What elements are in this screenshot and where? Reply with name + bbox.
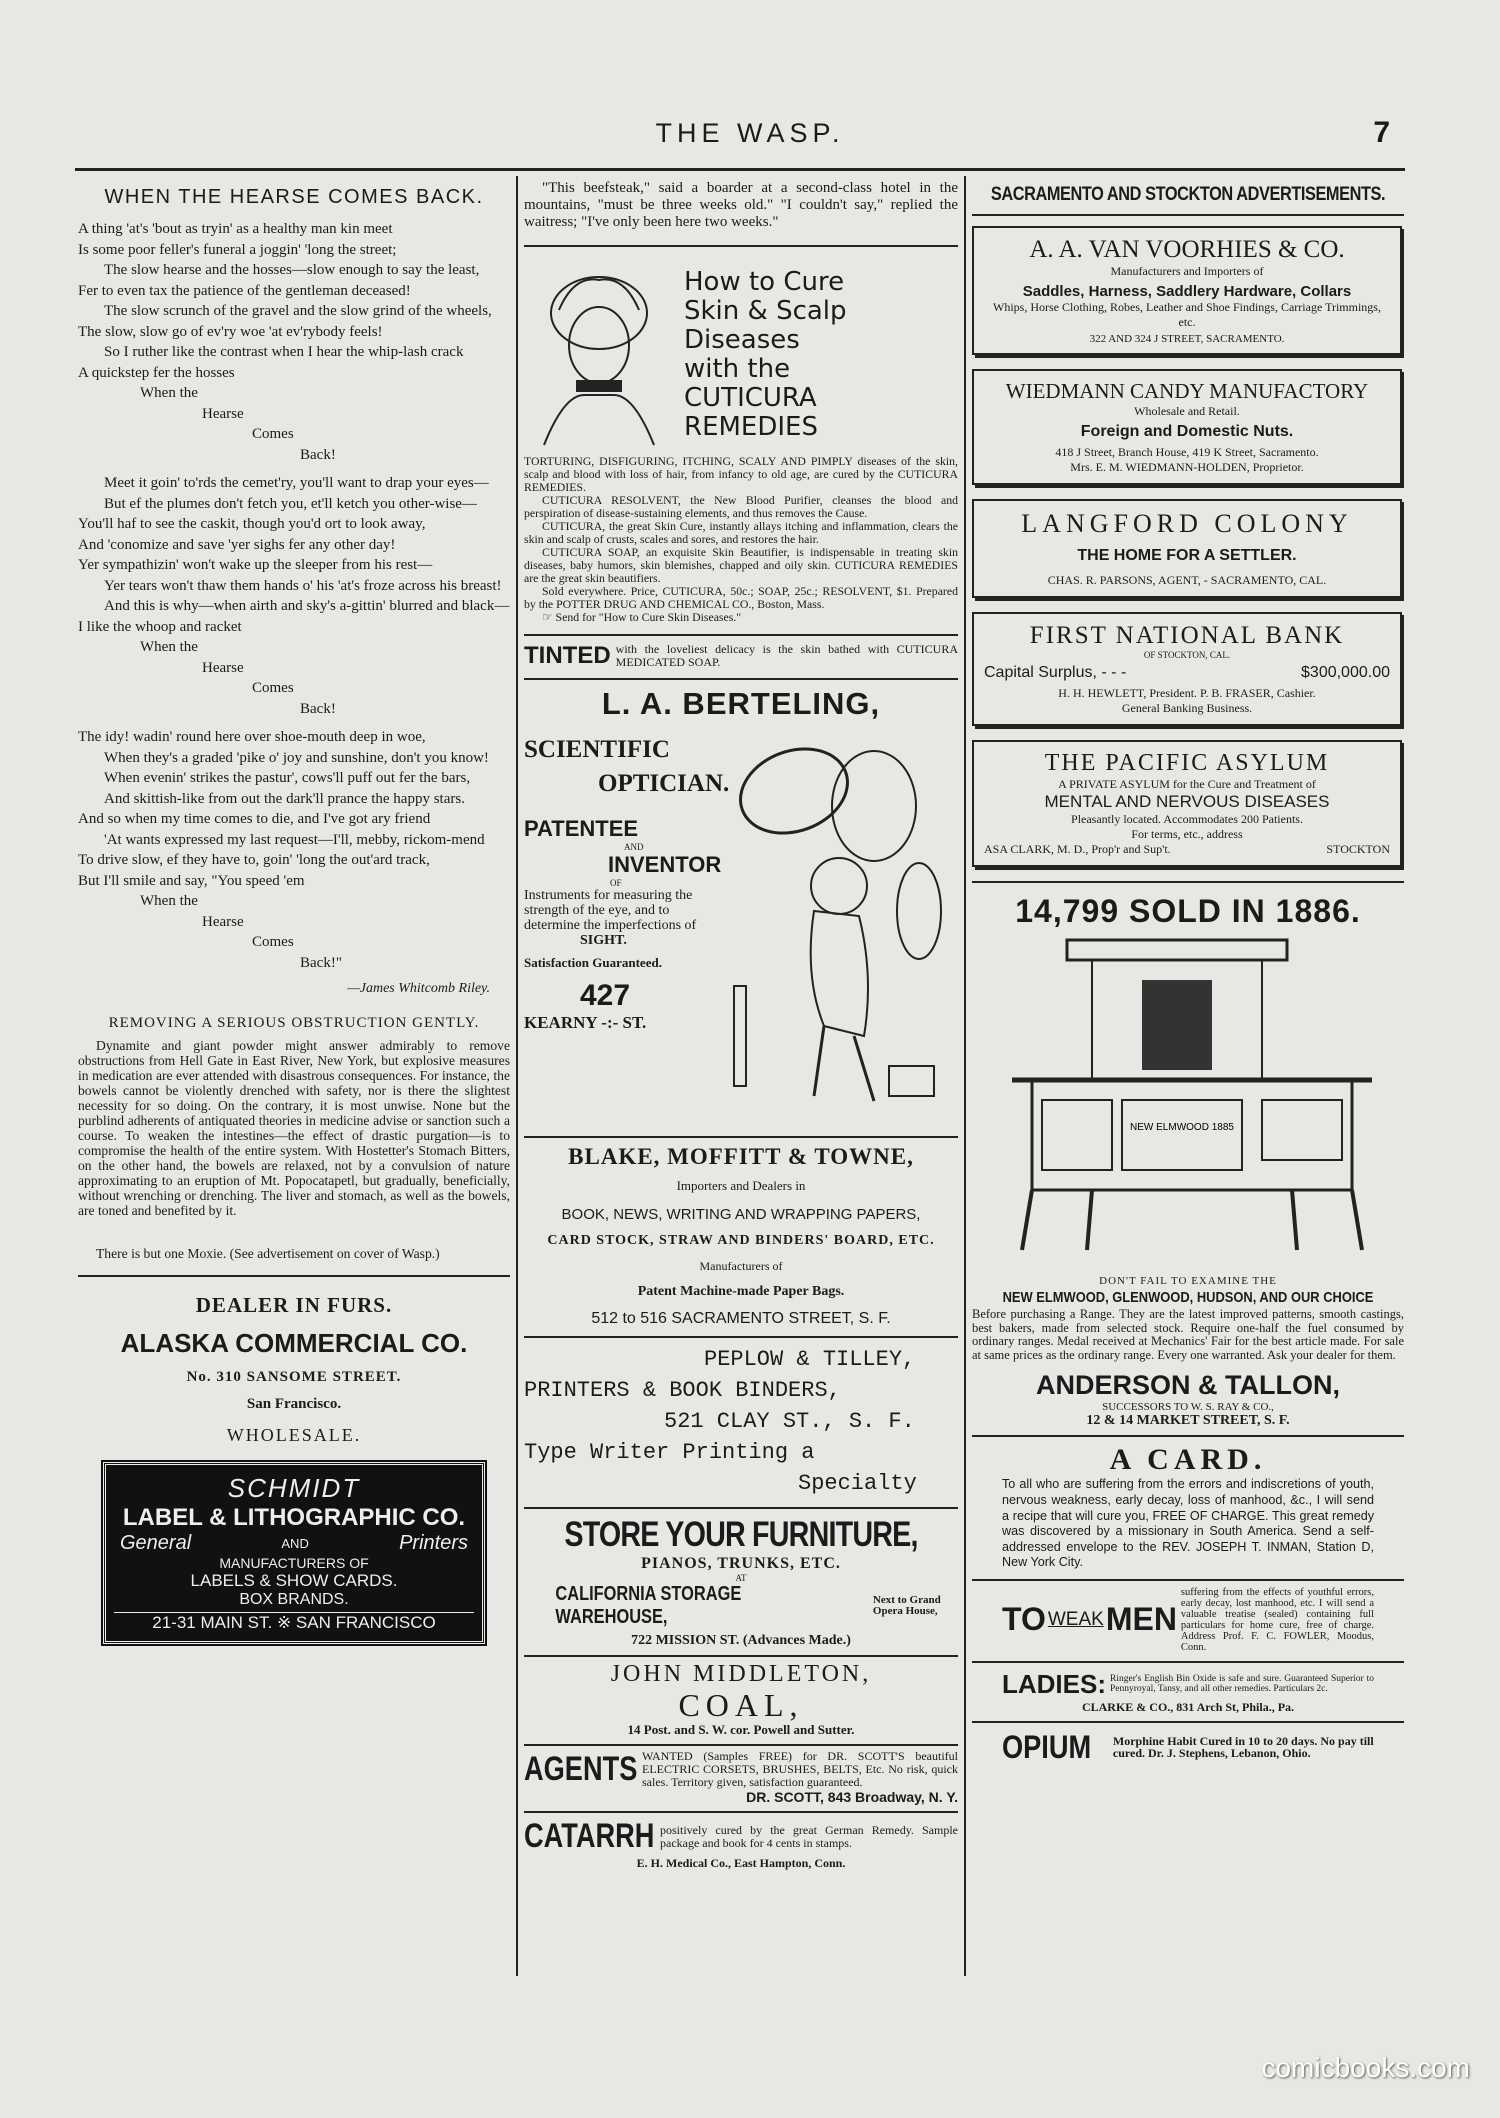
poem-body	[78, 219, 510, 973]
storage-sub: PIANOS, TRUNKS, ETC.	[641, 1555, 841, 1572]
schmidt-name: SCHMIDT	[227, 1473, 361, 1503]
asylum-located: Pleasantly located. Accommodates 200 Patients.	[1071, 812, 1303, 826]
bank-ad	[972, 612, 1402, 726]
berteling-street: KEARNY -:- ST.	[524, 1013, 647, 1032]
vanvoorhies-name: A. A. VAN VOORHIES & CO.	[1029, 236, 1345, 263]
fur-heading: DEALER IN FURS.	[195, 1293, 393, 1317]
column-3	[972, 180, 1404, 2000]
cuticura-headline-line: How to Cure	[684, 267, 845, 297]
vanvoorhies-goods: Saddles, Harness, Saddlery Hardware, Collars	[1022, 283, 1352, 300]
weakmen-text: suffering from the effects of youthful errors, early decay, lost manhood, etc. I will send a valuable treatise (sealed) containing full particulars for home cure, free of charge. Address Prof. F. C. FOWLER, Moodus, Conn.	[1180, 1586, 1374, 1653]
schmidt-and: AND	[281, 1536, 309, 1551]
wiedmann-ad	[972, 369, 1402, 485]
peplow-ad	[524, 1344, 958, 1499]
berteling-number: 427	[580, 979, 631, 1012]
stove-ad	[972, 893, 1404, 1429]
stove-models: NEW ELMWOOD, GLENWOOD, HUDSON, AND OUR CHOICE	[1002, 1289, 1374, 1306]
ladies-text: Ringer's English Bin Oxide is safe and sure. Guaranteed Superior to Pennyroyal, Tansy, and all other remedies. Particulars 2c.	[1110, 1674, 1374, 1695]
poem-line: When the	[140, 893, 198, 909]
poem-line: Hearse	[202, 913, 244, 930]
vanvoorhies-sub: Manufacturers and Importers of	[1110, 264, 1264, 278]
blake-sub: Importers and Dealers in	[676, 1178, 806, 1193]
divider	[524, 634, 958, 636]
cuticura-headline-line: with the	[684, 354, 791, 384]
divider	[972, 1579, 1404, 1581]
cuticura-headline-line: Diseases	[684, 325, 800, 355]
cuticura-body	[524, 455, 958, 624]
bank-capital-value: $300,000.00	[1301, 664, 1390, 681]
poem-title: WHEN THE HEARSE COMES BACK.	[104, 186, 484, 208]
middleton-name: JOHN MIDDLETON,	[610, 1661, 872, 1687]
schmidt-printers: Printers	[399, 1532, 468, 1554]
cuticura-headline	[674, 268, 847, 442]
berteling-sight: SIGHT.	[580, 933, 627, 948]
catarrh-address: E. H. Medical Co., East Hampton, Conn.	[636, 1856, 846, 1870]
fur-city: San Francisco.	[246, 1396, 342, 1412]
berteling-and: AND	[624, 842, 644, 852]
wiedmann-address: 418 J Street, Branch House, 419 K Street, Sacramento.	[1055, 445, 1319, 459]
poem-line: Comes	[252, 934, 294, 950]
opium-ad	[972, 1729, 1404, 1766]
poem-stanza	[78, 727, 510, 973]
poem-author: —James Whitcomb Riley.	[347, 981, 490, 996]
poem-line: Meet it goin' to'rds the cemet'ry, you'll want to drap your eyes—	[104, 475, 489, 491]
ladies-big: LADIES:	[1002, 1668, 1106, 1699]
woman-portrait-illustration	[524, 255, 674, 455]
peplow-line: 521 CLAY ST., S. F.	[664, 1409, 915, 1434]
poem-line: Hearse	[202, 659, 244, 676]
page-number: 7	[1373, 116, 1390, 149]
weakmen-ad	[972, 1587, 1404, 1653]
cooking-range-illustration	[972, 930, 1404, 1270]
langford-sub: THE HOME FOR A SETTLER.	[1077, 547, 1297, 564]
poem-line: When evenin' strikes the pastur', cows'll puff out fer the bars,	[104, 770, 471, 786]
agents-ad	[524, 1750, 958, 1789]
divider	[524, 1811, 958, 1813]
ladies-ad	[972, 1669, 1404, 1700]
wiedmann-name: WIEDMANN CANDY MANUFACTORY	[1005, 379, 1369, 403]
blake-ad	[524, 1144, 958, 1328]
poem-line: A thing 'at's 'bout as tryin' as a healthy man kin meet	[78, 221, 393, 237]
poem-line: And this is why—when airth and sky's a-gittin' blurred and black—	[104, 598, 510, 614]
bank-officers: H. H. HEWLETT, President. P. B. FRASER, Cashier.	[1058, 686, 1316, 700]
catarrh-ad	[524, 1817, 958, 1856]
schmidt-general: General	[120, 1532, 192, 1554]
tinted-big: TINTED	[524, 642, 611, 669]
middleton-address: 14 Post. and S. W. cor. Powell and Sutter.	[627, 1722, 855, 1737]
cuticura-headline-line: CUTICURA	[684, 383, 817, 413]
agents-address: DR. SCOTT, 843 Broadway, N. Y.	[746, 1789, 958, 1805]
vanvoorhies-more: Whips, Horse Clothing, Robes, Leather and Shoe Findings, Carriage Trimmings, etc.	[993, 300, 1381, 329]
oven-door-label: NEW ELMWOOD 1885	[1130, 1122, 1234, 1133]
cuticura-header	[524, 255, 958, 455]
blake-bags: Patent Machine-made Paper Bags.	[637, 1284, 845, 1299]
divider	[524, 1507, 958, 1509]
poem-line: The slow scrunch of the gravel and the slow grind of the wheels,	[104, 303, 492, 319]
storage-name: CALIFORNIA STORAGE WAREHOUSE,	[555, 1583, 742, 1628]
stove-successors: SUCCESSORS TO W. S. RAY & CO.,	[1102, 1401, 1274, 1414]
divider	[972, 214, 1404, 216]
schmidt-mfr: MANUFACTURERS OF	[219, 1555, 369, 1571]
poem-line: You'll haf to see the caskit, though you'd ort to look away,	[78, 516, 426, 532]
poem-stanza	[78, 473, 510, 719]
divider	[972, 1661, 1404, 1663]
stove-body: Before purchasing a Range. They are the latest improved patterns, smooth castings, best bakers, made from selected stock. Require one-half the fuel consumed by ordinary ranges. Medal received at Mechanics' Fair for the best article made. For sale at same prices as the ordinary range. Every one warranted. Ask your dealer for them.	[972, 1307, 1404, 1362]
berteling-inventor: INVENTOR	[608, 852, 722, 877]
opium-big: OPIUM	[1002, 1728, 1092, 1765]
poem-line: Yer sympathizin' won't wake up the sleeper from his rest—	[78, 557, 433, 573]
poem-line: When the	[140, 385, 198, 401]
blake-stock: CARD STOCK, STRAW AND BINDERS' BOARD, ETC.	[547, 1233, 935, 1248]
langford-ad	[972, 499, 1402, 598]
divider	[524, 245, 958, 247]
berteling-desc: Instruments for measuring the strength of the eye, and to determine the imperfections of	[524, 888, 697, 933]
bank-sub: OF STOCKTON, CAL.	[1143, 650, 1231, 660]
cuticura-para: TORTURING, DISFIGURING, ITCHING, SCALY AND PIMPLY diseases of the skin, scalp and blood with loss of hair, from infancy to old age, are cured by the CUTICURA REMEDIES.	[524, 454, 958, 494]
cuticura-headline-line: REMEDIES	[684, 412, 818, 442]
middleton-coal: COAL,	[678, 1687, 804, 1723]
divider	[972, 1435, 1404, 1437]
stove-company: ANDERSON & TALLON,	[1036, 1370, 1340, 1401]
wiedmann-prop: Mrs. E. M. WIEDMANN-HOLDEN, Proprietor.	[1070, 460, 1304, 474]
weakmen-weak: WEAK	[1047, 1608, 1104, 1630]
card-ad	[972, 1443, 1404, 1571]
berteling-ad	[524, 686, 958, 1136]
cuticura-para: CUTICURA RESOLVENT, the New Blood Purifier, cleanses the blood and perspiration of disease-sustaining elements, and thus removes the Cause.	[524, 493, 958, 520]
poem-line: Fer to even tax the patience of the gentleman deceased!	[78, 282, 411, 299]
berteling-optician: OPTICIAN.	[598, 770, 730, 797]
moxie-note: There is but one Moxie. (See advertisement on cover of Wasp.)	[96, 1246, 440, 1261]
schmidt-address: 21-31 MAIN ST. ※ SAN FRANCISCO	[114, 1612, 474, 1633]
poem-line: Hearse	[202, 405, 244, 422]
catarrh-big: CATARRH	[524, 1817, 655, 1855]
stove-headline: 14,799 SOLD IN 1886.	[1015, 893, 1361, 929]
poem-line: A quickstep fer the hosses	[78, 364, 235, 381]
poem-line: But I'll smile and say, "You speed 'em	[78, 872, 305, 889]
poem-stanza	[78, 219, 510, 465]
poem-line: The slow, slow go of ev'ry woe 'at ev'rybody feels!	[78, 323, 383, 340]
cuticura-para: CUTICURA, the great Skin Cure, instantly allays itching and inflammation, clears the skin and scalp of crusts, scales and sores, and restores the hair.	[524, 519, 958, 546]
blake-address: 512 to 516 SACRAMENTO STREET, S. F.	[591, 1310, 891, 1327]
divider	[524, 1136, 958, 1138]
schmidt-label-logo	[103, 1462, 485, 1644]
blake-mfr: Manufacturers of	[699, 1259, 783, 1273]
peplow-line: PRINTERS & BOOK BINDERS,	[524, 1378, 841, 1403]
column-rule-2	[964, 176, 966, 1976]
berteling-satisfaction: Satisfaction Guaranteed.	[524, 955, 662, 970]
middleton-ad	[524, 1661, 958, 1738]
tinted-ad	[524, 642, 958, 670]
schmidt-company: LABEL & LITHOGRAPHIC CO.	[122, 1504, 466, 1531]
asylum-sub: A PRIVATE ASYLUM for the Cure and Treatment of	[1058, 777, 1316, 791]
asylum-ad	[972, 740, 1402, 867]
divider	[78, 1275, 510, 1277]
poem-line: Comes	[252, 426, 294, 442]
cuticura-para: Sold everywhere. Price, CUTICURA, 50c.; SOAP, 25c.; RESOLVENT, $1. Prepared by the POTTER DRUG AND CHEMICAL CO., Boston, Mass.	[524, 584, 958, 611]
langford-agent: CHAS. R. PARSONS, AGENT, - SACRAMENTO, CAL.	[1047, 573, 1327, 587]
poem-line: Is some poor feller's funeral a joggin' 'long the street;	[78, 241, 397, 258]
asylum-contact: ASA CLARK, M. D., Prop'r and Sup't.	[984, 842, 1171, 856]
berteling-patentee: PATENTEE	[524, 816, 639, 841]
vanvoorhies-address: 322 AND 324 J STREET, SACRAMENTO.	[1089, 333, 1285, 345]
poem-line: 'At wants expressed my last request—I'll, mebby, rickom-mend	[104, 831, 485, 848]
wiedmann-sub: Wholesale and Retail.	[1134, 404, 1240, 418]
card-title: A CARD.	[1109, 1443, 1267, 1477]
poem-line: But ef the plumes don't fetch you, et'll ketch you other-wise—	[104, 495, 477, 512]
column-rule-1	[516, 176, 518, 1976]
article-title: REMOVING A SERIOUS OBSTRUCTION GENTLY.	[108, 1015, 480, 1031]
poem-line: Back!	[300, 446, 336, 463]
storage-address: 722 MISSION ST. (Advances Made.)	[631, 1633, 851, 1648]
divider	[524, 1336, 958, 1338]
column-3-header: SACRAMENTO AND STOCKTON ADVERTISEMENTS.	[990, 184, 1386, 205]
cuticura-para: ☞ Send for "How to Cure Skin Diseases."	[542, 610, 742, 624]
fur-address: No. 310 SANSOME STREET.	[186, 1369, 402, 1385]
divider	[972, 1721, 1404, 1723]
divider	[524, 1655, 958, 1657]
poem-line: And 'conomize and save 'yer sighs fer any other day!	[78, 536, 396, 553]
storage-ad	[524, 1515, 958, 1649]
divider	[972, 881, 1404, 883]
blake-name: BLAKE, MOFFITT & TOWNE,	[568, 1144, 914, 1169]
beefsteak-joke: "This beefsteak," said a boarder at a second-class hotel in the mountains, "must be three weeks old." "I couldn't say," replied the waitress; "I've only been here two weeks."	[524, 180, 958, 230]
weakmen-men: MEN	[1105, 1601, 1177, 1638]
stove-dont-fail: DON'T FAIL TO EXAMINE THE	[1099, 1275, 1277, 1287]
berteling-scientific: SCIENTIFIC	[524, 736, 670, 763]
poem-line: Back!"	[300, 954, 342, 971]
tinted-text: with the loveliest delicacy is the skin bathed with CUTICURA MEDICATED SOAP.	[615, 642, 958, 669]
poem-line: The idy! wadin' round here over shoe-mouth deep in woe,	[78, 729, 426, 745]
stove-address: 12 & 14 MARKET STREET, S. F.	[1086, 1413, 1290, 1429]
storage-headline: STORE YOUR FURNITURE,	[564, 1515, 918, 1554]
divider	[524, 1744, 958, 1746]
peplow-line: PEPLOW & TILLEY,	[704, 1347, 916, 1372]
poem-line: Comes	[252, 680, 294, 696]
poem-line: To drive slow, ef they have to, goin' 'long the out'ard track,	[78, 852, 430, 868]
vanvoorhies-ad	[972, 226, 1402, 355]
storage-at: AT	[735, 1573, 747, 1583]
column-2	[524, 180, 958, 2000]
header-rule	[75, 168, 1405, 171]
divider	[524, 678, 958, 680]
agents-big: AGENTS	[524, 1750, 638, 1788]
bank-capital-label: Capital Surplus, - - -	[984, 664, 1127, 681]
asylum-name: THE PACIFIC ASYLUM	[1044, 750, 1330, 776]
poem-line: The slow hearse and the hosses—slow enough to say the least,	[104, 262, 480, 278]
fur-wholesale: WHOLESALE.	[226, 1425, 362, 1445]
poem-line: When they's a graded 'pike o' joy and sunshine, don't you know!	[104, 749, 489, 766]
fur-company: ALASKA COMMERCIAL CO.	[120, 1328, 468, 1358]
cuticura-para: CUTICURA SOAP, an exquisite Skin Beautifier, is indispensable in treating skin diseases, baby humors, skin blemishes, chapped and oily skin. CUTICURA REMEDIES are the great skin beautifiers.	[524, 545, 958, 585]
berteling-name: L. A. BERTELING,	[601, 686, 881, 721]
poem-line: Back!	[300, 700, 336, 717]
blake-papers: BOOK, NEWS, WRITING AND WRAPPING PAPERS,	[561, 1206, 921, 1223]
masthead-title: THE WASP.	[655, 118, 845, 148]
bank-business: General Banking Business.	[1121, 701, 1253, 715]
poem-line: I like the whoop and racket	[78, 618, 242, 635]
card-body: To all who are suffering from the errors and indiscretions of youth, nervous weakness, early decay, loss of manhood, &c., I will send a recipe that will cure you, FREE OF CHARGE. This great remedy was discovered by a missionary in South America. Send a self-addressed envelope to the REV. JOSEPH T. INMAN, Station D, New York City.	[1002, 1477, 1374, 1570]
bank-name: FIRST NATIONAL BANK	[1029, 622, 1345, 649]
asylum-diseases: MENTAL AND NERVOUS DISEASES	[1044, 792, 1330, 811]
article-body: Dynamite and giant powder might answer admirably to remove obstructions from Hell Gate in East River, New York, but explosive measures in medication are ever attended with disastrous consequences. For instance, the bowels cannot be violently drenched with safety, nor is there the slightest necessity for so doing. On the contrary, it is most unwise. None but the purblind adherents of antiquated theories in medicine advise or sanction such a course. To weaken the intestines—the effect of drastic purgation—is to compromise the health of the entire system. With Hostetter's Stomach Bitters, on the other hand, the bowels are relaxed, not by a convulsion of nature approximating to an eruption of Mt. Popocatapetl, but gradually, beneficially, without wrenching or drenching. The liver and stomach, as well as the bowels, are toned and benefited by it.	[78, 1038, 510, 1218]
poem-line: When the	[140, 639, 198, 655]
weakmen-to: TO	[1002, 1601, 1046, 1638]
ladies-address: CLARKE & CO., 831 Arch St, Phila., Pa.	[1081, 1699, 1295, 1714]
peplow-line: Type Writer Printing a	[524, 1440, 815, 1465]
poem-line: And so when my time comes to die, and I've got ary friend	[78, 811, 431, 827]
langford-name: LANGFORD COLONY	[1021, 509, 1353, 538]
agents-text: WANTED (Samples FREE) for DR. SCOTT'S beautiful ELECTRIC CORSETS, BRUSHES, BELTS, Etc. No risk, quick sales. Territory given, satisfaction guaranteed.	[642, 1749, 958, 1789]
wiedmann-nuts: Foreign and Domestic Nuts.	[1080, 423, 1294, 440]
peplow-line: Specialty	[798, 1471, 917, 1496]
poem-line: So I ruther like the contrast when I hear the whip-lash crack	[104, 344, 464, 360]
opium-text-block	[1113, 1735, 1374, 1759]
cherub-with-lenses-illustration	[724, 736, 954, 1126]
schmidt-product2: BOX BRANDS.	[239, 1591, 349, 1608]
cuticura-headline-line: Skin & Scalp	[684, 296, 847, 326]
storage-next: Next to Grand Opera House,	[872, 1594, 941, 1617]
schmidt-product1: LABELS & SHOW CARDS.	[190, 1571, 398, 1590]
opium-text: Morphine Habit Cured in 10 to 20 days. No pay till cured.	[1112, 1734, 1374, 1761]
poem-line: And skittish-like from out the dark'll prance the happy stars.	[104, 790, 465, 807]
opium-address: Dr. J. Stephens, Lebanon, Ohio.	[1148, 1746, 1311, 1761]
berteling-of: OF	[610, 878, 622, 888]
asylum-terms: For terms, etc., address	[1131, 827, 1243, 841]
catarrh-text: positively cured by the great German Remedy. Sample package and book for 4 cents in stamps.	[660, 1822, 958, 1850]
column-1	[78, 180, 510, 1980]
poem-line: Yer tears won't thaw them hands o' his 'at's froze across his breast!	[104, 577, 502, 594]
watermark: comicbooks.com	[1261, 2052, 1470, 2083]
asylum-city: STOCKTON	[1326, 842, 1390, 856]
